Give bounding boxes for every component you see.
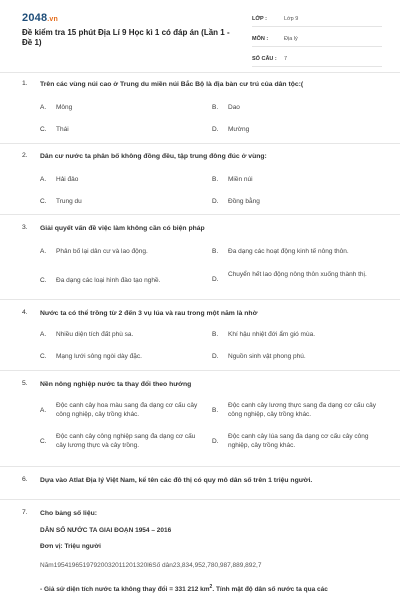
option-text: Mường <box>228 126 250 133</box>
question-note <box>40 583 395 594</box>
table-raw-data: Năm19541965197920032011201320l6Số dân23,834,952,780,987,889,892,7 <box>40 562 262 569</box>
question-text: Trên các vùng núi cao ở Trung du miền núi Bắc Bộ là địa bàn cư trú của dân tộc:( <box>40 81 304 88</box>
divider <box>0 499 400 500</box>
option-text: Độc canh cây lúa sang đa dạng cơ cấu cây công nghiệp, cây trồng khác. <box>228 433 369 449</box>
question-number: 4. <box>22 309 28 316</box>
note-suffix: . Tính mật độ dân số nước ta qua các <box>212 586 328 594</box>
question-text: Dựa vào Atlat Địa lý Việt Nam, kể tên các đô thị có quy mô dân số trên 1 triệu người. <box>40 477 313 484</box>
option-letter: B. <box>212 331 219 338</box>
option-text: Phân bố lại dân cư và lao động. <box>56 248 148 255</box>
option-text: Độc canh cây hoa màu sang đa dạng cơ cấu cây công nghiệp, cây trồng khác. <box>56 402 198 418</box>
divider <box>0 466 400 467</box>
logo-suffix: .vn <box>47 16 58 23</box>
option-letter: D. <box>212 126 219 133</box>
meta-class-value: Lớp 9 <box>284 16 299 22</box>
question-number: 1. <box>22 80 28 87</box>
question-text: Giải quyết vấn đề việc làm không cần có biện pháp <box>40 225 205 232</box>
divider <box>0 214 400 215</box>
option-letter: B. <box>212 104 219 111</box>
option-text: Đồng bằng <box>228 198 260 205</box>
option-letter: A. <box>40 407 47 414</box>
question-number: 6. <box>22 476 28 483</box>
question-text: Cho bảng số liệu: <box>40 510 98 517</box>
option-letter: D. <box>212 198 219 205</box>
option-text: Miền núi <box>228 176 253 183</box>
option-letter: D. <box>212 276 219 283</box>
divider <box>0 370 400 371</box>
meta-subject-row <box>252 32 382 47</box>
option-text: Trung du <box>56 198 82 205</box>
meta-class-row <box>252 12 382 27</box>
option-letter: D. <box>212 353 219 360</box>
site-logo[interactable] <box>22 12 58 24</box>
option-letter: D. <box>212 438 219 445</box>
question-number: 2. <box>22 152 28 159</box>
question-number: 5. <box>22 380 28 387</box>
option-text: Khí hậu nhiệt đới ẩm gió mùa. <box>228 331 316 338</box>
table-title: DÂN SỐ NƯỚC TA GIAI ĐOẠN 1954 – 2016 <box>40 527 172 534</box>
option-text: Độc canh cây lương thực sang đa dạng cơ cấu cây công nghiệp, cây trồng khác. <box>228 402 377 418</box>
option-text: Đa dạng các hoạt động kinh tế nông thôn. <box>228 248 349 255</box>
option-letter: C. <box>40 198 47 205</box>
option-letter: B. <box>212 176 219 183</box>
question-number: 7. <box>22 509 28 516</box>
option-letter: C. <box>40 438 47 445</box>
logo-main: 2048 <box>22 12 48 24</box>
meta-count-label: SỐ CÂU : <box>252 56 277 62</box>
question-text: Dân cư nước ta phân bố không đồng đều, tập trung đông đúc ở vùng: <box>40 153 267 160</box>
meta-class-label: LỚP : <box>252 16 267 22</box>
option-text: Nhiều diện tích đất phù sa. <box>56 331 134 338</box>
option-letter: B. <box>212 407 219 414</box>
option-text: Đa dạng các loại hình đào tạo nghề. <box>56 277 161 284</box>
option-text: Mạng lưới sông ngòi dày đặc. <box>56 353 142 360</box>
option-letter: A. <box>40 331 47 338</box>
option-text: Chuyển hết lao động nông thôn xuống thành thị. <box>228 271 367 278</box>
question-text: Nước ta có thể trồng từ 2 đến 3 vụ lúa và rau trong một năm là nhờ <box>40 310 258 317</box>
note-prefix: - Giả sử diện tích nước ta không thay đổi = 331 212 km <box>40 586 210 594</box>
meta-subject-value: Địa lý <box>284 36 298 42</box>
option-text: Hải đảo <box>56 176 79 183</box>
exam-meta <box>252 12 382 72</box>
meta-count-value: 7 <box>284 56 288 62</box>
option-letter: A. <box>40 248 47 255</box>
option-text: Độc canh cây công nghiệp sang đa dạng cơ cấu cây lương thực và cây trồng. <box>56 433 196 449</box>
option-letter: C. <box>40 126 47 133</box>
table-unit: Đơn vị: Triệu người <box>40 543 101 550</box>
page-header <box>0 0 400 60</box>
meta-count-row <box>252 52 382 67</box>
option-text: Mông <box>56 104 73 111</box>
question-number: 3. <box>22 224 28 231</box>
option-letter: B. <box>212 248 219 255</box>
option-letter: C. <box>40 353 47 360</box>
exam-title: Đề kiểm tra 15 phút Địa Lí 9 Học kì 1 có đáp án (Lần 1 - Đề 1) <box>22 28 230 47</box>
question-text: Nền nông nghiệp nước ta thay đổi theo hướng <box>40 381 192 388</box>
option-text: Dao <box>228 104 240 111</box>
option-text: Thái <box>56 126 69 133</box>
divider <box>0 143 400 144</box>
divider <box>0 299 400 300</box>
option-letter: C. <box>40 277 47 284</box>
divider <box>0 72 400 73</box>
note-superscript: 2 <box>209 584 213 590</box>
option-text: Nguồn sinh vật phong phú. <box>228 353 306 360</box>
meta-subject-label: MÔN : <box>252 36 269 42</box>
option-letter: A. <box>40 176 47 183</box>
option-letter: A. <box>40 104 47 111</box>
